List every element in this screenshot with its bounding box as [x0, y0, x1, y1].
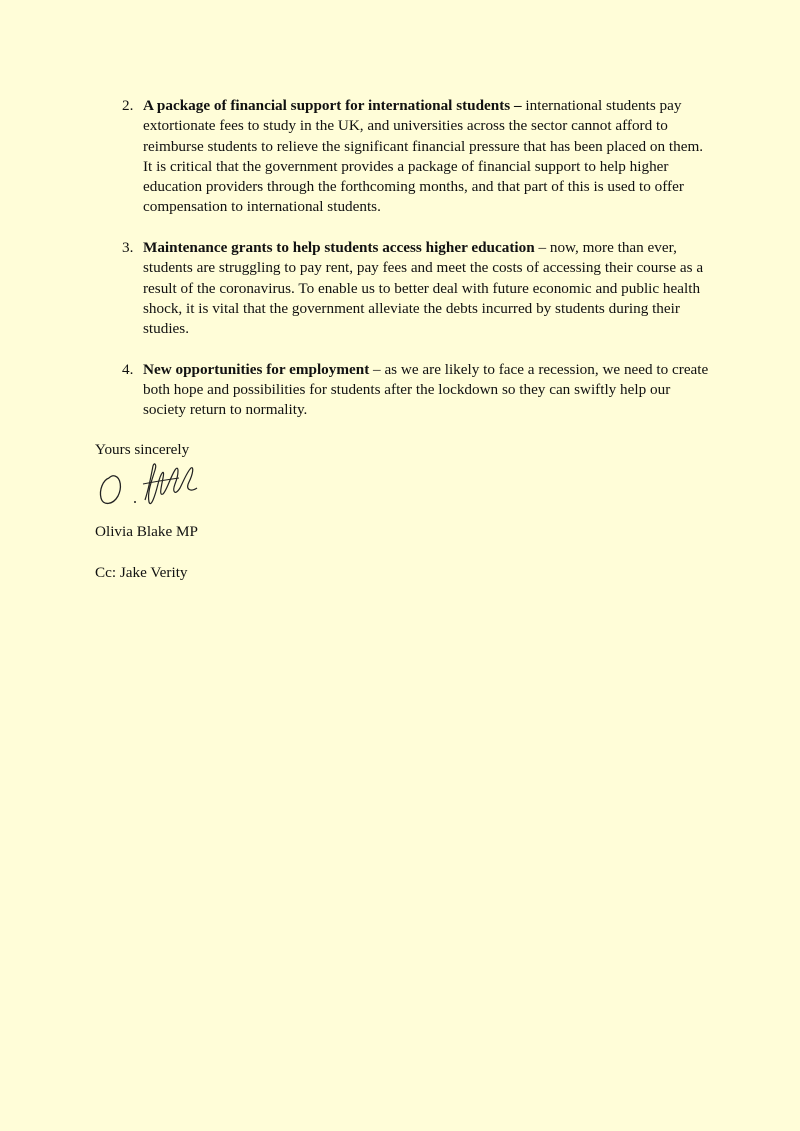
list-item-body: – as we are likely to face a recession, we need to create both hope and possibilities for students after the lockdown so they can swiftly help our society return to normality. — [143, 360, 709, 419]
numbered-list — [95, 96, 715, 441]
list-item-body: – now, more than ever, students are struggling to pay rent, pay fees and meet the costs of accessing their course as a result of the coronavirus. To enable us to better deal with future economic and public health shock, it is vital that the government alleviate the debts incurred by students during their studies. — [143, 239, 704, 338]
list-number: 2. — [122, 97, 134, 114]
list-item-body: international students pay extortionate fees to study in the UK, and universities across the sector cannot afford to reimburse students to relieve the significant financial pressure that has been placed on them. It is critical that the government provides a package of financial support to help higher education providers through the forthcoming months, and that part of this is used to offer compensation to international students. — [143, 97, 704, 216]
list-item-heading: New opportunities for employment — [143, 360, 370, 378]
list-item — [95, 360, 715, 421]
signature-image — [95, 458, 205, 510]
signer-name: Olivia Blake MP — [95, 523, 198, 540]
list-number: 4. — [122, 360, 134, 378]
sign-off: Yours sincerely — [95, 441, 190, 458]
list-item-heading: Maintenance grants to help students access higher education — [143, 239, 535, 257]
cc-line: Cc: Jake Verity — [95, 564, 188, 581]
list-number: 3. — [122, 239, 134, 257]
list-item — [95, 238, 715, 339]
list-item-heading: A package of financial support for international students – — [143, 97, 522, 114]
list-item — [95, 96, 715, 218]
